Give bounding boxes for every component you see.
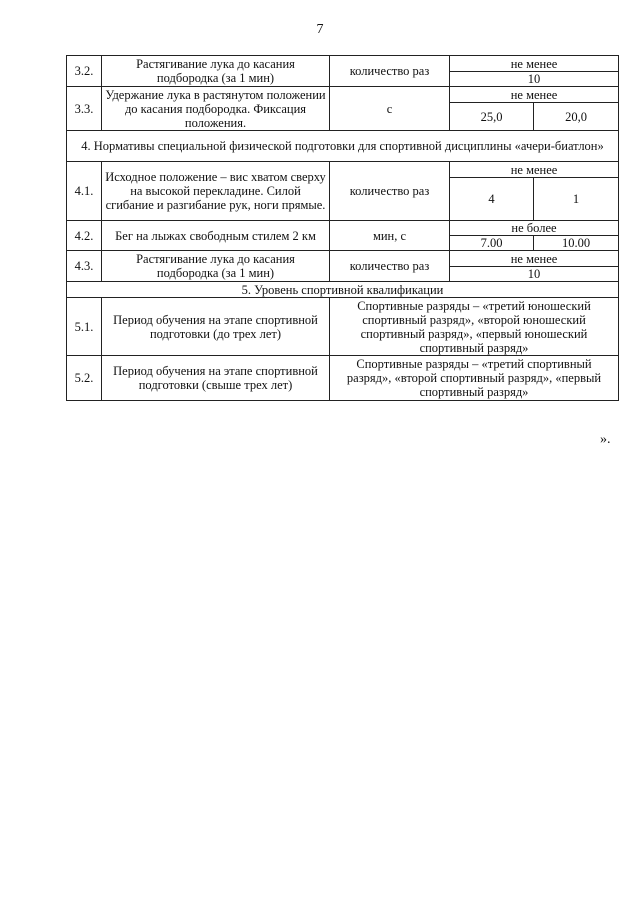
row-number: 4.2. <box>67 221 102 251</box>
section-row <box>67 282 619 298</box>
table-row <box>67 56 619 72</box>
section-heading: 4. Нормативы специальной физической подготовки для спортивной дисциплины «ачери-биатлон» <box>67 131 619 162</box>
row-number: 5.1. <box>67 298 102 356</box>
table-row <box>67 356 619 401</box>
closing-quote-mark: ». <box>600 432 611 447</box>
unit-cell: количество раз <box>330 56 450 87</box>
table-row <box>67 298 619 356</box>
value-cell: 10 <box>450 72 619 87</box>
table-row <box>67 87 619 103</box>
requirement-cell: не более <box>450 221 619 236</box>
value-cell: 20,0 <box>534 103 619 131</box>
value-cell: 4 <box>450 178 534 221</box>
value-cell: 10 <box>450 267 619 282</box>
row-number: 3.2. <box>67 56 102 87</box>
period-name: Период обучения на этапе спортивной подготовки (до трех лет) <box>102 298 330 356</box>
requirement-cell: не менее <box>450 56 619 72</box>
value-cell: 10.00 <box>534 236 619 251</box>
row-number: 4.3. <box>67 251 102 282</box>
qualification-cell: Спортивные разряды – «третий спортивный разряд», «второй спортивный разряд», «первый спортивный разряд» <box>330 356 619 401</box>
page-number: 7 <box>316 22 324 37</box>
section-heading: 5. Уровень спортивной квалификации <box>67 282 619 298</box>
requirement-cell: не менее <box>450 251 619 267</box>
qualification-cell: Спортивные разряды – «третий юношеский спортивный разряд», «второй юношеский спортивный разряд», «первый юношеский спортивный разряд» <box>330 298 619 356</box>
unit-cell: мин, с <box>330 221 450 251</box>
requirement-cell: не менее <box>450 87 619 103</box>
exercise-name: Бег на лыжах свободным стилем 2 км <box>102 221 330 251</box>
row-number: 4.1. <box>67 162 102 221</box>
exercise-name: Растягивание лука до касания подбородка (за 1 мин) <box>102 251 330 282</box>
exercise-name: Растягивание лука до касания подбородка (за 1 мин) <box>102 56 330 87</box>
unit-cell: количество раз <box>330 251 450 282</box>
unit-cell: с <box>330 87 450 131</box>
table-row <box>67 162 619 178</box>
value-cell: 7.00 <box>450 236 534 251</box>
norms-table <box>66 55 619 401</box>
table-row <box>67 251 619 267</box>
period-name: Период обучения на этапе спортивной подготовки (свыше трех лет) <box>102 356 330 401</box>
row-number: 3.3. <box>67 87 102 131</box>
requirement-cell: не менее <box>450 162 619 178</box>
exercise-name: Удержание лука в растянутом положении до касания подбородка. Фиксация положения. <box>102 87 330 131</box>
value-cell: 25,0 <box>450 103 534 131</box>
table-row <box>67 221 619 236</box>
row-number: 5.2. <box>67 356 102 401</box>
value-cell: 1 <box>534 178 619 221</box>
unit-cell: количество раз <box>330 162 450 221</box>
exercise-name: Исходное положение – вис хватом сверху на высокой перекладине. Силой сгибание и разгибание рук, ноги прямые. <box>102 162 330 221</box>
section-row <box>67 131 619 162</box>
